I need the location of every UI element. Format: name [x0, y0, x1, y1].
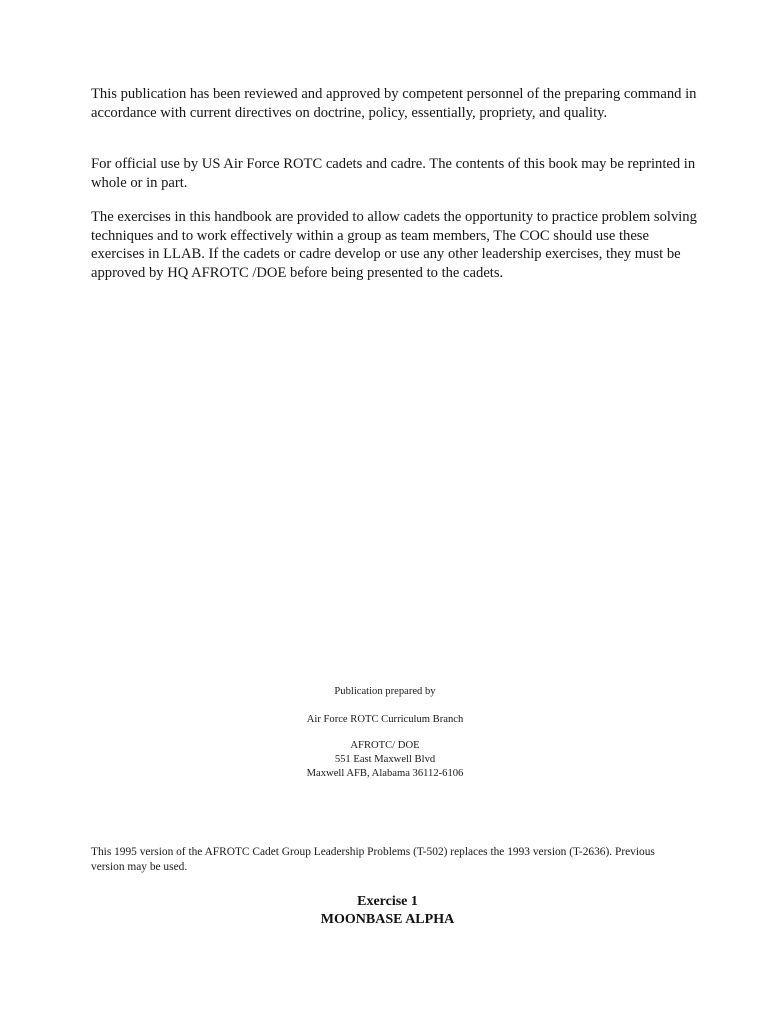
- approval-paragraph: This publication has been reviewed and approved by competent personnel of the preparing command in accordance with current directives on doctrine, policy, essentially, propriety, and quality.: [91, 86, 697, 121]
- office-code: AFROTC/ DOE: [350, 740, 420, 751]
- prepared-by-label: Publication prepared by: [334, 686, 436, 697]
- usage-paragraph: For official use by US Air Force ROTC cadets and cadre. The contents of this book may be reprinted in whole or in part.: [91, 156, 696, 191]
- exercises-paragraph: The exercises in this handbook are provided to allow cadets the opportunity to practice problem solving techniques and to work effectively within a group as team members, The COC should use these exercises in LLAB. If the cadets or cadre develop or use any other leadership exercises, they must be approved by HQ AFROTC /DOE before being presented to the cadets.: [91, 209, 697, 281]
- street-address: 551 East Maxwell Blvd: [334, 754, 436, 765]
- exercise-title-heading: MOONBASE ALPHA: [320, 912, 455, 927]
- version-note: This 1995 version of the AFROTC Cadet Group Leadership Problems (T-502) replaces the 1993 version (T-2636). Previous version may be used.: [91, 846, 655, 873]
- city-state-zip: Maxwell AFB, Alabama 36112-6106: [306, 768, 464, 779]
- exercise-number-heading: Exercise 1: [357, 894, 418, 909]
- curriculum-branch: Air Force ROTC Curriculum Branch: [306, 714, 464, 725]
